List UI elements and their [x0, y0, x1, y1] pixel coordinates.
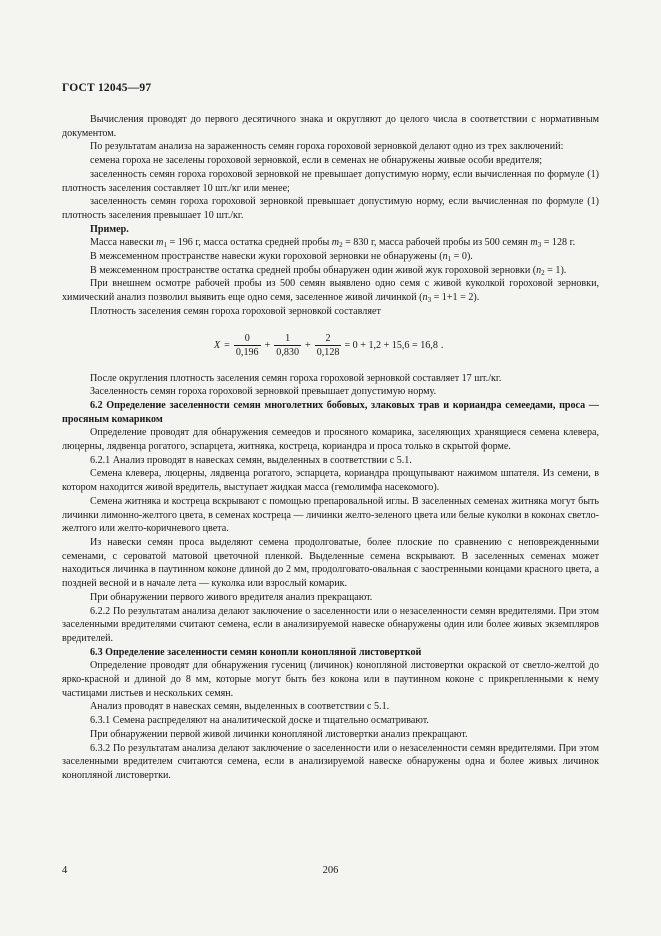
paragraph-n2: В межсеменном пространстве остатка средней пробы обнаружен один живой жук гороховой зерновки $(n_2 = 1)$. [90, 264, 567, 277]
sheet-number: 206 [322, 865, 339, 876]
paragraph: Заселенность семян гороха гороховой зерновкой превышает допустимую норму. [90, 386, 437, 398]
page-number: 4 [62, 865, 68, 876]
density-formula: X = $\frac{0}{0,196}$ + $\frac{1}{0,830}$ + $\frac{2}{0,128}$ = 0 + 1,2 + 15,6 = 16,8 . [214, 332, 444, 358]
paragraph: Семена клевера, люцерны, лядвенца рогатого, эспарцета, кориандра прощупывают нажимом шпателя. Из семени, в котором находится живой вредитель, выступает жидкая масса (гемолимфа насекомого). [62, 468, 599, 494]
example-label: Пример. [90, 223, 129, 235]
paragraph: Из навески семян проса выделяют семена продолговатые, более плоские по сравнению с неповрежденными семенами, с сероватой матовой цветочной пленкой. Выделенные семена вскрывают. В заселенных семенах может находиться личинка в паутинном коконе длиной до 2 мм, продолговато-овальная с заостренными концами красного цвета, а поздней весной и в начале лета — куколка или взрослый комарик. [62, 536, 599, 590]
paragraph: заселенность семян гороха гороховой зерновкой не превышает допустимую норму, если вычисленная по формуле (1) плотность заселения составляет 10 шт./кг или менее; [62, 168, 599, 194]
paragraph: При обнаружении первого живого вредителя анализ прекращают. [90, 591, 373, 603]
paragraph: Анализ проводят в навесках семян, выделенных в соответствии с 5.1. [90, 701, 390, 713]
paragraph: Плотность заселения семян гороха гороховой зерновкой составляет [90, 305, 381, 317]
paragraph: семена гороха не заселены гороховой зерновкой, если в семенах не обнаружены живые особи вредителя; [90, 155, 543, 167]
document-code: ГОСТ 12045—97 [62, 82, 152, 94]
paragraph-masses: Масса навески $m_1 = 196$ г, масса остатка средней пробы $m_2 = 830$ г, масса рабочей пробы из 500 семян $m_3 = 128$ г. [90, 237, 576, 250]
section-heading-6-3: 6.3 Определение заселенности семян конопли конопляной листоверткой [90, 646, 422, 658]
paragraph: 6.3.2 По результатам анализа делают заключение о заселенности или о незаселенности семян вредителями. При этом заселенными вредителем считаются семена, если в анализируемой навеске обнаружены одна и более живых личинок конопляной листовертки. [62, 742, 599, 781]
paragraph: 6.2.2 По результатам анализа делают заключение о заселенности или о незаселенности семян вредителями. При этом заселенными вредителями считают семена, если в анализируемой навеске обнаружены один или более живых экземпляров вредителей. [62, 605, 599, 644]
fraction: $\frac{1}{0,830}$ [276, 332, 300, 358]
fraction: $\frac{2}{0,128}$ [316, 332, 340, 358]
paragraph: заселенность семян гороха гороховой зерновкой превышает допустимую норму, если вычисленная по формуле (1) плотность заселения превышает 10 шт./кг. [62, 196, 599, 221]
paragraph-n3: При внешнем осмотре рабочей пробы из 500 семян выявлено одно семя с живой куколкой гороховой зерновки, химический анализ позволил выявить еще одно семя, заселенное живой личинкой $(n_3 = 1+1 = 2)$. [62, 278, 599, 305]
formula-result: = 0 + 1,2 + 15,6 = 16,8 [344, 339, 438, 351]
paragraph: Вычисления проводят до первого десятичного знака и округляют до целого числа в соответствии с нормативным документом. [62, 114, 599, 139]
paragraph: 6.2.1 Анализ проводят в навесках семян, выделенных в соответствии с 5.1. [90, 454, 412, 466]
formula-variable: X [214, 339, 221, 351]
fraction: $\frac{0}{0,196}$ [235, 332, 259, 358]
paragraph: По результатам анализа на зараженность семян гороха гороховой зерновкой делают одно из трех заключений: [90, 141, 564, 153]
document-body [62, 113, 599, 783]
paragraph: Определение проводят для обнаружения семеедов и просяного комарика, заселяющих хранящиеся семена клевера, люцерны, лядвенца рогатого, эспарцета, житняка, костреца, кориандра и проса только в скрытой форме. [62, 427, 599, 453]
paragraph: 6.3.1 Семена распределяют на аналитической доске и тщательно осматривают. [90, 715, 429, 727]
paragraph: Семена житняка и костреца вскрывают с помощью препаровальной иглы. В заселенных семенах житняка могут быть личинки лимонно-желтого цвета, в семенах костреца — личинки желто-зеленого цвета или белые куколки в коконах светло-желтого или желто-коричневого цвета. [62, 495, 599, 535]
paragraph: При обнаружении первой живой личинки конопляной листовертки анализ прекращают. [90, 728, 468, 740]
paragraph: После округления плотность заселения семян гороха гороховой зерновкой составляет 17 шт./кг. [90, 372, 502, 384]
paragraph: Определение проводят для обнаружения гусениц (личинок) конопляной листовертки окраской от светло-желтой до ярко-красной и длиной до 8 мм, которые могут быть без кокона или в паутинном коконе с прикрепленными к нему частицами листьев и нескольких семян. [62, 660, 599, 699]
section-heading-6-2: 6.2 Определение заселенности семян многолетних бобовых, злаковых трав и кориандра семеедами, проса — просяным комариком [62, 399, 599, 425]
paragraph-n1: В межсеменном пространстве навески жуки гороховой зерновки не обнаружены $(n_1 = 0)$. [90, 251, 473, 264]
